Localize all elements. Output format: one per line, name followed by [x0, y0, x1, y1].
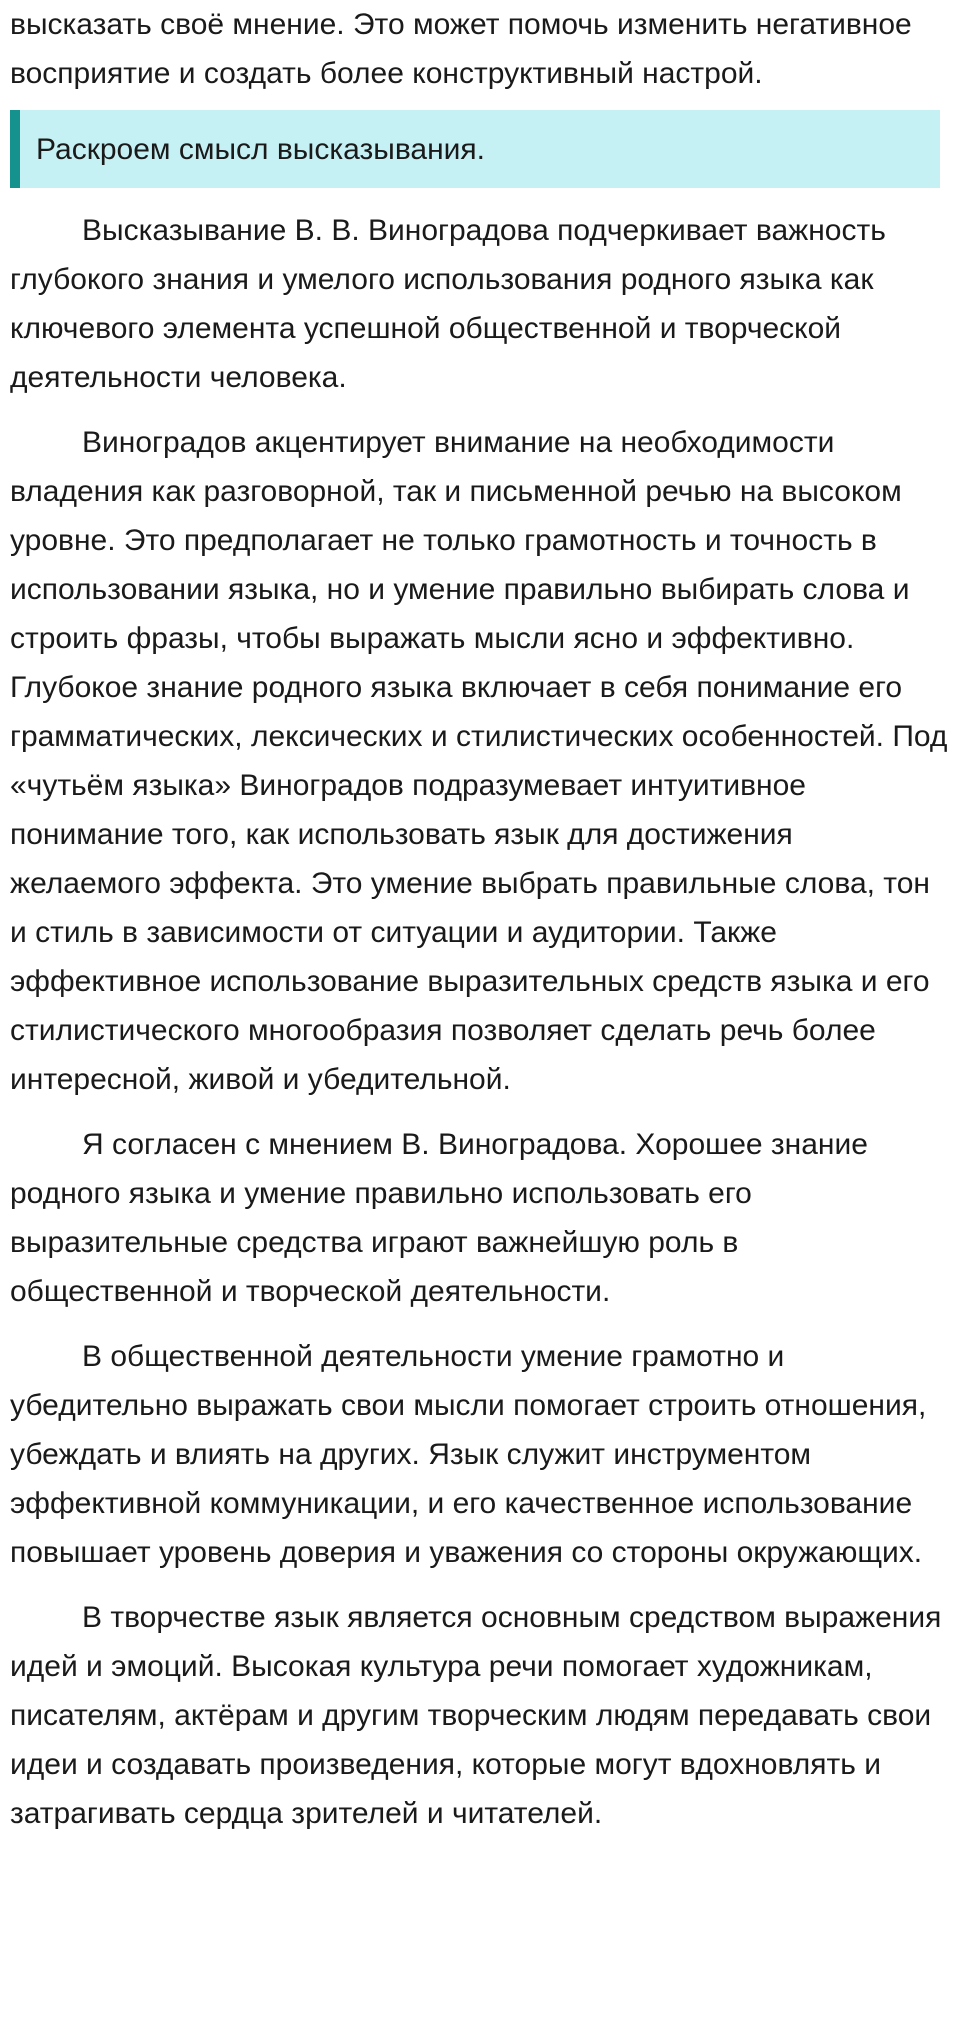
- paragraph-2: Виноградов акцентирует внимание на необходимости владения как разговорной, так и письменной речью на высоком уровне. Это предполагает не только грамотность и точность в использовании языка, но и умение правильно выбирать слова и строить фразы, чтобы выражать мысли ясно и эффективно. Глубокое знание родного языка включает в себя понимание его грамматических, лексических и стилистических особенностей. Под «чутьём языка» Виноградов подразумевает интуитивное понимание того, как использовать язык для достижения желаемого эффекта. Это умение выбрать правильные слова, тон и стиль в зависимости от ситуации и аудитории. Также эффективное использование выразительных средств языка и его стилистического многообразия позволяет сделать речь более интересной, живой и убедительной.: [10, 426, 948, 1096]
- paragraph-4: В общественной деятельности умение грамотно и убедительно выражать свои мысли помогает строить отношения, убеждать и влиять на других. Язык служит инструментом эффективной коммуникации, и его качественное использование повышает уровень доверия и уважения со стороны окружающих.: [10, 1340, 927, 1569]
- paragraph-5: В творчестве язык является основным средством выражения идей и эмоций. Высокая культура речи помогает художникам, писателям, актёрам и другим творческим людям передавать свои идеи и создавать произведения, которые могут вдохновлять и затрагивать сердца зрителей и читателей.: [10, 1601, 942, 1830]
- paragraph-1: Высказывание В. В. Виноградова подчеркивает важность глубокого знания и умелого использования родного языка как ключевого элемента успешной общественной и творческой деятельности человека.: [10, 214, 886, 394]
- paragraph-3: Я согласен с мнением В. Виноградова. Хорошее знание родного языка и умение правильно использовать его выразительные средства играют важнейшую роль в общественной и творческой деятельности.: [10, 1128, 868, 1308]
- section-header: [10, 110, 940, 188]
- intro-paragraph: высказать своё мнение. Это может помочь изменить негативное восприятие и создать более конструктивный настрой.: [10, 8, 912, 90]
- section-title: Раскроем смысл высказывания.: [36, 132, 486, 166]
